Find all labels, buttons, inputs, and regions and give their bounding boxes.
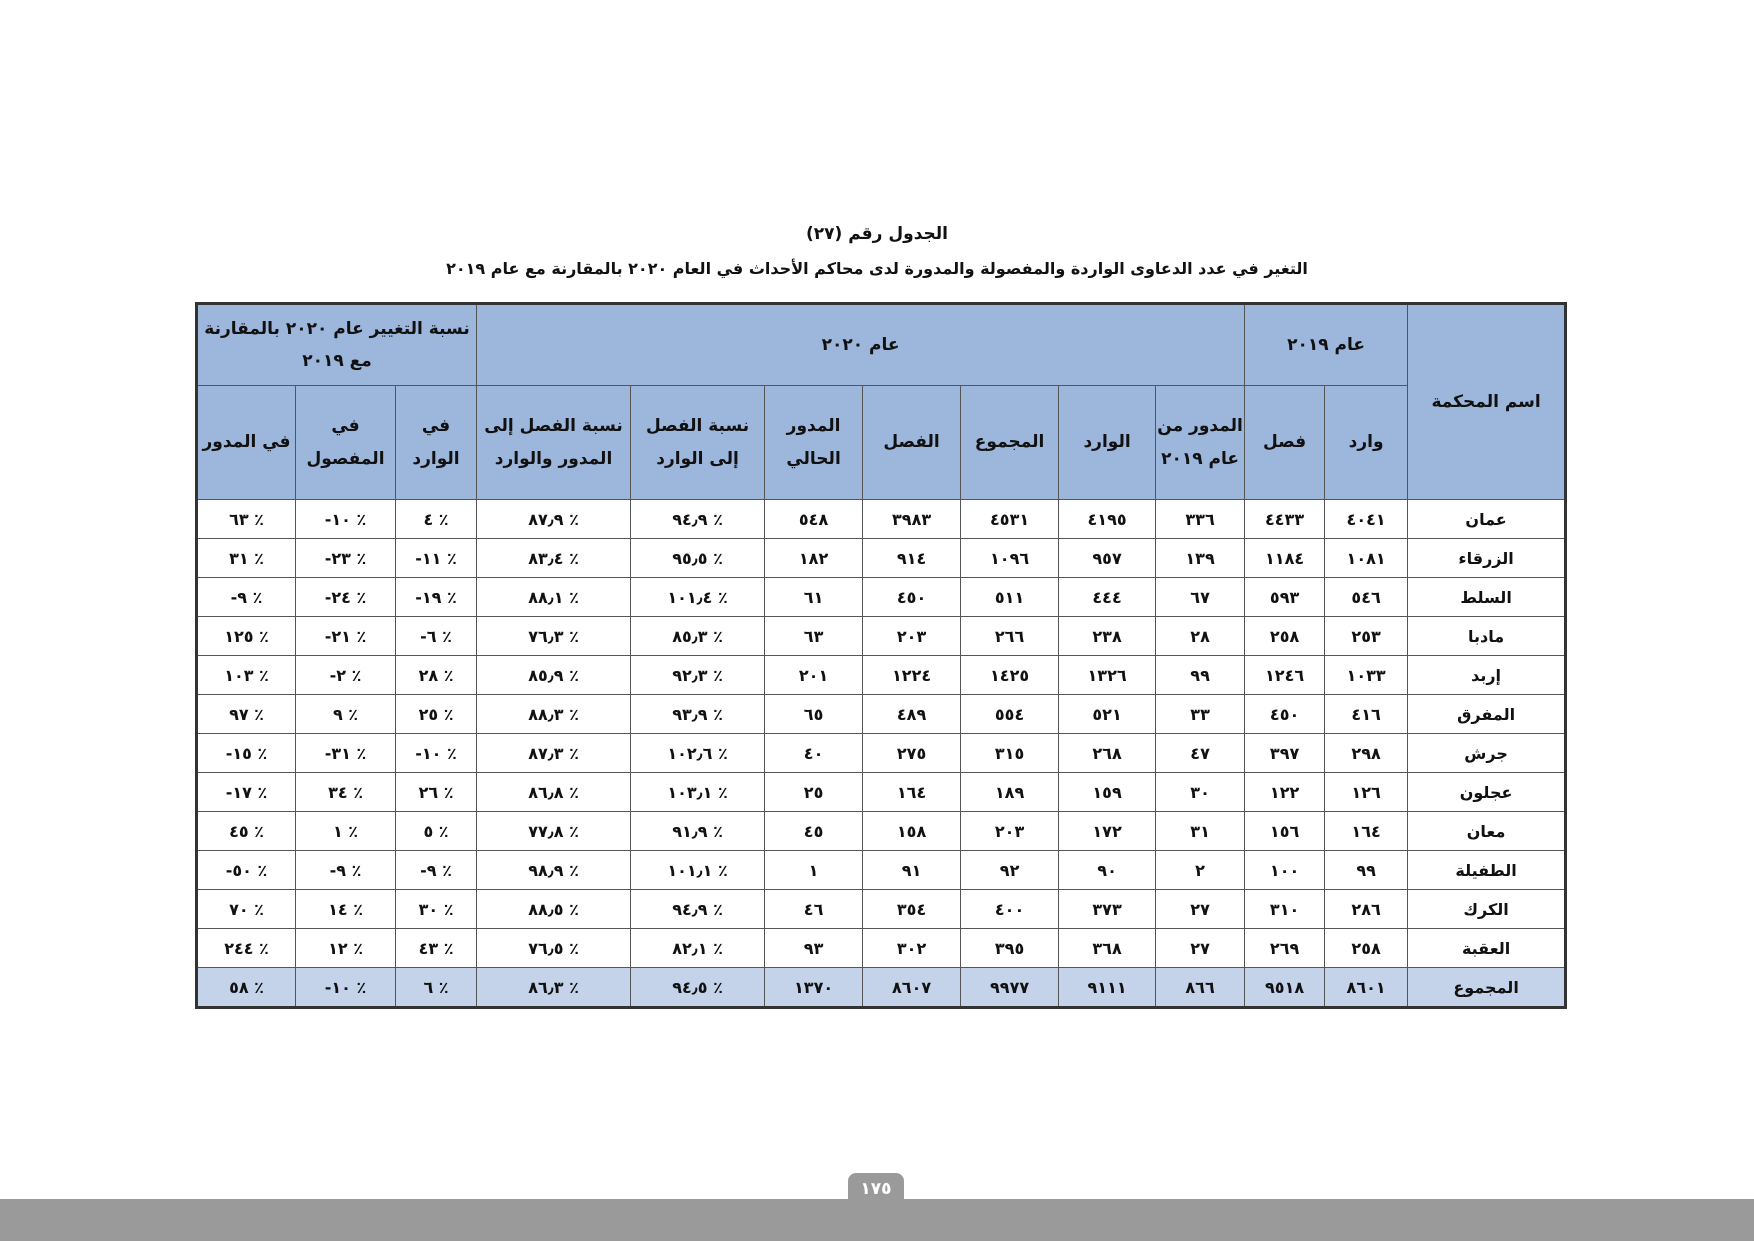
value-cell: ٪ ١٠١٫١: [631, 851, 765, 890]
value-cell: ٣٩٨٣: [863, 500, 961, 539]
value-cell: ٪ ٧٦٫٥: [477, 929, 631, 968]
value-cell: ٩٩٧٧: [961, 968, 1059, 1008]
court-name-cell: العقبة: [1408, 929, 1566, 968]
value-cell: ٪ ٩٢٫٣: [631, 656, 765, 695]
value-cell: ٪ ٩-: [396, 851, 477, 890]
value-cell: ٣٩٧: [1245, 734, 1325, 773]
value-cell: ٪ ٢٤٤: [197, 929, 296, 968]
value-cell: ٣١٥: [961, 734, 1059, 773]
value-cell: ٤٥٣١: [961, 500, 1059, 539]
value-cell: ٩٥٧: [1059, 539, 1156, 578]
value-cell: ٢٦٨: [1059, 734, 1156, 773]
value-cell: ٤٠٤١: [1325, 500, 1408, 539]
court-name-cell: معان: [1408, 812, 1566, 851]
value-cell: ١٢٤٦: [1245, 656, 1325, 695]
value-cell: ٥٤٦: [1325, 578, 1408, 617]
value-cell: ٤٧: [1156, 734, 1245, 773]
value-cell: ٪ ٦: [396, 968, 477, 1008]
value-cell: ٪ ٧٠: [197, 890, 296, 929]
value-cell: ٩١: [863, 851, 961, 890]
value-cell: ٪ ٥٠-: [197, 851, 296, 890]
court-name-cell: السلط: [1408, 578, 1566, 617]
court-name-cell: عمان: [1408, 500, 1566, 539]
value-cell: ٪ ٨٢٫١: [631, 929, 765, 968]
table-row: [197, 695, 1566, 734]
value-cell: ٢٠٣: [961, 812, 1059, 851]
value-cell: ٪ ٢٥: [396, 695, 477, 734]
value-cell: ٪ ٧٦٫٣: [477, 617, 631, 656]
value-cell: ٪ ٨٨٫١: [477, 578, 631, 617]
header-sub: الفصل: [863, 386, 961, 500]
value-cell: ٢٨: [1156, 617, 1245, 656]
value-cell: ٪ ٨٥٫٩: [477, 656, 631, 695]
value-cell: ١: [765, 851, 863, 890]
value-cell: ٪ ٢٨: [396, 656, 477, 695]
value-cell: ٪ ٩٤٫٥: [631, 968, 765, 1008]
value-cell: ٢٣٨: [1059, 617, 1156, 656]
value-cell: ١٨٩: [961, 773, 1059, 812]
value-cell: ٪ ٩٤٫٩: [631, 890, 765, 929]
header-sub: المدور الحالي: [765, 386, 863, 500]
value-cell: ٪ ٨٧٫٩: [477, 500, 631, 539]
value-cell: ٪ ٩-: [197, 578, 296, 617]
table-row: [197, 890, 1566, 929]
value-cell: ٢: [1156, 851, 1245, 890]
header-court-name: اسم المحكمة: [1408, 304, 1566, 500]
value-cell: ٪ ١١-: [396, 539, 477, 578]
value-cell: ٩٠: [1059, 851, 1156, 890]
value-cell: ٢٦٦: [961, 617, 1059, 656]
value-cell: ٢٧: [1156, 929, 1245, 968]
value-cell: ٪ ٨٣٫٤: [477, 539, 631, 578]
value-cell: ٤١٦: [1325, 695, 1408, 734]
value-cell: ٪ ٩٨٫٩: [477, 851, 631, 890]
header-year-2019: عام ٢٠١٩: [1245, 304, 1408, 386]
value-cell: ١٢٦: [1325, 773, 1408, 812]
value-cell: ٩٩: [1156, 656, 1245, 695]
value-cell: ٪ ٦-: [396, 617, 477, 656]
header-sub: فصل: [1245, 386, 1325, 500]
value-cell: ٢٧: [1156, 890, 1245, 929]
value-cell: ١٠٣٣: [1325, 656, 1408, 695]
value-cell: ٤٠: [765, 734, 863, 773]
value-cell: ٪ ٧٧٫٨: [477, 812, 631, 851]
value-cell: ٩٥١٨: [1245, 968, 1325, 1008]
value-cell: ٪ ٩٧: [197, 695, 296, 734]
value-cell: ٢٩٨: [1325, 734, 1408, 773]
value-cell: ٩١٤: [863, 539, 961, 578]
value-cell: ١٣٢٦: [1059, 656, 1156, 695]
value-cell: ١٥٩: [1059, 773, 1156, 812]
value-cell: ٪ ٢١-: [296, 617, 396, 656]
value-cell: ٤٨٩: [863, 695, 961, 734]
value-cell: ١٢٢: [1245, 773, 1325, 812]
footer-bar: [0, 1199, 1754, 1241]
value-cell: ٨٦٦: [1156, 968, 1245, 1008]
value-cell: ٤٤٤: [1059, 578, 1156, 617]
value-cell: ٣١: [1156, 812, 1245, 851]
value-cell: ٪ ٤٣: [396, 929, 477, 968]
value-cell: ٪ ٥٨: [197, 968, 296, 1008]
value-cell: ٪ ١٥-: [197, 734, 296, 773]
table-row: [197, 773, 1566, 812]
value-cell: ١٥٦: [1245, 812, 1325, 851]
value-cell: ٣٩٥: [961, 929, 1059, 968]
value-cell: ٪ ١٠-: [296, 500, 396, 539]
table-row: [197, 617, 1566, 656]
header-sub: في الوارد: [396, 386, 477, 500]
value-cell: ٪ ٢٣-: [296, 539, 396, 578]
value-cell: ١٢٢٤: [863, 656, 961, 695]
value-cell: ٪ ٢٤-: [296, 578, 396, 617]
value-cell: ٪ ٦٣: [197, 500, 296, 539]
value-cell: ٦٧: [1156, 578, 1245, 617]
header-sub: المدور من عام ٢٠١٩: [1156, 386, 1245, 500]
court-name-cell: جرش: [1408, 734, 1566, 773]
value-cell: ٪ ٨٥٫٣: [631, 617, 765, 656]
value-cell: ٢٠١: [765, 656, 863, 695]
value-cell: ٥٩٣: [1245, 578, 1325, 617]
value-cell: ١١٨٤: [1245, 539, 1325, 578]
table-row: [197, 734, 1566, 773]
value-cell: ٥١١: [961, 578, 1059, 617]
value-cell: ١٠٩٦: [961, 539, 1059, 578]
value-cell: ٪ ٣٤: [296, 773, 396, 812]
value-cell: ٣٣: [1156, 695, 1245, 734]
value-cell: ١٥٨: [863, 812, 961, 851]
value-cell: ٪ ٣٠: [396, 890, 477, 929]
value-cell: ٤٥: [765, 812, 863, 851]
value-cell: ٪ ١٠٢٫٦: [631, 734, 765, 773]
value-cell: ٤٠٠: [961, 890, 1059, 929]
header-sub: المجموع: [961, 386, 1059, 500]
header-year-2020: عام ٢٠٢٠: [477, 304, 1245, 386]
value-cell: ٩١١١: [1059, 968, 1156, 1008]
value-cell: ٢٠٣: [863, 617, 961, 656]
value-cell: ٪ ٨٦٫٨: [477, 773, 631, 812]
value-cell: ٪ ٩١٫٩: [631, 812, 765, 851]
value-cell: ٪ ١٠-: [396, 734, 477, 773]
value-cell: ٪ ٣١: [197, 539, 296, 578]
header-sub: في المدور: [197, 386, 296, 500]
value-cell: ٪ ٨٨٫٣: [477, 695, 631, 734]
value-cell: ١٧٢: [1059, 812, 1156, 851]
courts-cases-table: [195, 302, 1567, 1009]
page-number: ١٧٥: [848, 1173, 904, 1203]
value-cell: ٪ ٩-: [296, 851, 396, 890]
value-cell: ٥٤٨: [765, 500, 863, 539]
value-cell: ٤٤٣٣: [1245, 500, 1325, 539]
table-row: [197, 656, 1566, 695]
value-cell: ٨٦٠٧: [863, 968, 961, 1008]
header-sub: نسبة الفصل إلى المدور والوارد: [477, 386, 631, 500]
value-cell: ٥٥٤: [961, 695, 1059, 734]
value-cell: ٢٥٨: [1245, 617, 1325, 656]
value-cell: ٤١٩٥: [1059, 500, 1156, 539]
value-cell: ١٦٤: [1325, 812, 1408, 851]
court-name-cell: الطفيلة: [1408, 851, 1566, 890]
value-cell: ٪ ٢-: [296, 656, 396, 695]
value-cell: ٪ ١٢: [296, 929, 396, 968]
value-cell: ٢٧٥: [863, 734, 961, 773]
court-name-cell: إربد: [1408, 656, 1566, 695]
value-cell: ٪ ٩٣٫٩: [631, 695, 765, 734]
value-cell: ٪ ٩٤٫٩: [631, 500, 765, 539]
total-row: [197, 968, 1566, 1008]
table-number-title: الجدول رقم (٢٧): [805, 224, 948, 244]
value-cell: ٣١٠: [1245, 890, 1325, 929]
value-cell: ٪ ٨٧٫٣: [477, 734, 631, 773]
table-row: [197, 578, 1566, 617]
court-name-cell: الكرك: [1408, 890, 1566, 929]
table-row: [197, 851, 1566, 890]
header-change-ratio: نسبة التغيير عام ٢٠٢٠ بالمقارنة مع ٢٠١٩: [197, 304, 477, 386]
value-cell: ٢٥٨: [1325, 929, 1408, 968]
value-cell: ٪ ١٧-: [197, 773, 296, 812]
court-name-cell: مادبا: [1408, 617, 1566, 656]
value-cell: ٤٥٠: [863, 578, 961, 617]
value-cell: ٪ ٩: [296, 695, 396, 734]
value-cell: ٩٩: [1325, 851, 1408, 890]
value-cell: ٪ ١٠١٫٤: [631, 578, 765, 617]
table-row: [197, 929, 1566, 968]
court-name-cell: المفرق: [1408, 695, 1566, 734]
value-cell: ٪ ١٠٣٫١: [631, 773, 765, 812]
value-cell: ٢٥٣: [1325, 617, 1408, 656]
value-cell: ٣٠: [1156, 773, 1245, 812]
value-cell: ١٣٩: [1156, 539, 1245, 578]
value-cell: ٪ ٤: [396, 500, 477, 539]
value-cell: ٣٦٨: [1059, 929, 1156, 968]
value-cell: ٪ ١: [296, 812, 396, 851]
value-cell: ١٣٧٠: [765, 968, 863, 1008]
table-row: [197, 500, 1566, 539]
court-name-cell: المجموع: [1408, 968, 1566, 1008]
table-subtitle: التغير في عدد الدعاوى الواردة والمفصولة والمدورة لدى محاكم الأحداث في العام ٢٠٢٠ بالمقارنة مع عام ٢٠١٩: [446, 259, 1308, 278]
header-sub: نسبة الفصل إلى الوارد: [631, 386, 765, 500]
value-cell: ٩٢: [961, 851, 1059, 890]
value-cell: ١٦٤: [863, 773, 961, 812]
table-row: [197, 539, 1566, 578]
value-cell: ٦٣: [765, 617, 863, 656]
value-cell: ٪ ١٠-: [296, 968, 396, 1008]
value-cell: ٪ ٥: [396, 812, 477, 851]
table-row: [197, 812, 1566, 851]
value-cell: ٪ ٨٦٫٣: [477, 968, 631, 1008]
table-body: [197, 500, 1566, 1008]
header-sub: الوارد: [1059, 386, 1156, 500]
value-cell: ٥٢١: [1059, 695, 1156, 734]
value-cell: ٢٨٦: [1325, 890, 1408, 929]
value-cell: ١٠٠: [1245, 851, 1325, 890]
value-cell: ٪ ٤٥: [197, 812, 296, 851]
value-cell: ٪ ١٤: [296, 890, 396, 929]
value-cell: ٣٣٦: [1156, 500, 1245, 539]
value-cell: ٢٦٩: [1245, 929, 1325, 968]
value-cell: ٪ ١٢٥: [197, 617, 296, 656]
header-sub: في المفصول: [296, 386, 396, 500]
value-cell: ٪ ٩٥٫٥: [631, 539, 765, 578]
court-name-cell: عجلون: [1408, 773, 1566, 812]
value-cell: ٪ ١٠٣: [197, 656, 296, 695]
value-cell: ٤٥٠: [1245, 695, 1325, 734]
value-cell: ٪ ٢٦: [396, 773, 477, 812]
value-cell: ١٠٨١: [1325, 539, 1408, 578]
value-cell: ٩٣: [765, 929, 863, 968]
value-cell: ٢٥: [765, 773, 863, 812]
value-cell: ٨٦٠١: [1325, 968, 1408, 1008]
value-cell: ١٨٢: [765, 539, 863, 578]
value-cell: ٪ ٨٨٫٥: [477, 890, 631, 929]
value-cell: ٦٥: [765, 695, 863, 734]
value-cell: ١٤٢٥: [961, 656, 1059, 695]
value-cell: ٣٠٢: [863, 929, 961, 968]
value-cell: ٪ ٣١-: [296, 734, 396, 773]
value-cell: ٣٧٣: [1059, 890, 1156, 929]
value-cell: ٣٥٤: [863, 890, 961, 929]
header-sub: وارد: [1325, 386, 1408, 500]
value-cell: ٤٦: [765, 890, 863, 929]
value-cell: ٦١: [765, 578, 863, 617]
value-cell: ٪ ١٩-: [396, 578, 477, 617]
court-name-cell: الزرقاء: [1408, 539, 1566, 578]
